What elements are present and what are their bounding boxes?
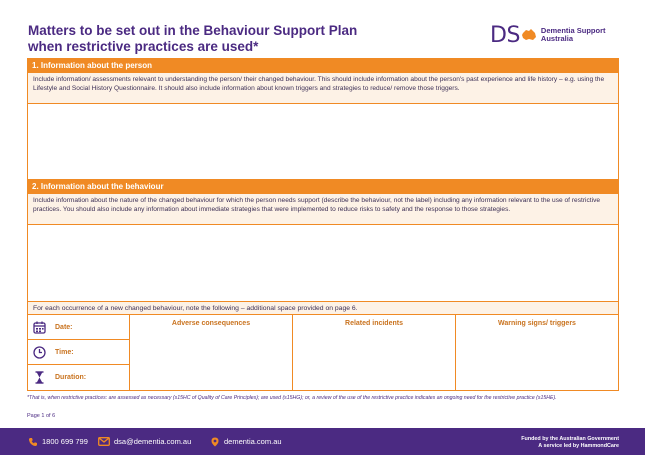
footnote: *That is, when restrictive practices: are assessed as necessary (s15HC of Quality of Care Principles); are used (s15HG); or, a review of the use of the restrictive practice indicates an ongoing need for the restrictive practice (s15HE). (27, 395, 557, 401)
duration-label: Duration: (55, 374, 87, 381)
section-2-heading: 2. Information about the behaviour (28, 180, 618, 194)
logo-initials: DS (490, 22, 520, 48)
section-1-heading: 1. Information about the person (28, 59, 618, 73)
adverse-consequences-header: Adverse consequences (171, 320, 251, 327)
page-number: Page 1 of 6 (27, 413, 56, 419)
logo-name: Dementia Support Australia (540, 25, 606, 43)
clock-icon (33, 346, 46, 359)
australia-map-icon (521, 28, 537, 42)
warning-signs-header: Warning signs/ triggers (498, 320, 576, 327)
phone-contact[interactable] (28, 428, 88, 455)
time-field[interactable] (28, 340, 130, 365)
section-1-answer-area[interactable] (28, 104, 618, 180)
phone-number: 1800 699 799 (42, 437, 88, 446)
service-by-text: A service led by HammondCare (538, 442, 619, 449)
section-2-answer-area[interactable] (28, 225, 618, 302)
email-address: dsa@dementia.com.au (114, 437, 192, 446)
website-contact[interactable] (210, 428, 282, 455)
email-contact[interactable] (98, 428, 191, 455)
page-title: Matters to be set out in the Behaviour Support Plan when restrictive practices are used* (28, 23, 358, 54)
related-incidents-column[interactable] (293, 315, 456, 390)
occurrence-note: For each occurrence of a new changed behaviour, note the following – additional space provided on page 6. (28, 302, 618, 315)
footer-bar (0, 428, 645, 455)
section-1-description: Include information/ assessments relevant to understanding the person/ their changed behaviour. This should include information about the person's past experience and life history – e.g. using the Lifestyle and Social History Questionnaire. It should also include information about known triggers and strategies to reduce/ remove those triggers. (28, 73, 618, 104)
duration-field[interactable] (28, 365, 130, 390)
hourglass-icon (33, 371, 46, 384)
date-label: Date: (55, 323, 73, 331)
funding-credit (521, 436, 619, 450)
warning-signs-column[interactable] (456, 315, 618, 390)
phone-icon (28, 437, 38, 447)
funded-by-text: Funded by the Australian Government (521, 436, 619, 442)
date-field[interactable] (28, 315, 130, 340)
calendar-icon (33, 321, 46, 334)
location-icon (210, 437, 220, 447)
related-incidents-header: Related incidents (345, 320, 403, 327)
adverse-consequences-column[interactable] (130, 315, 293, 390)
time-label: Time: (55, 348, 74, 356)
dsa-logo (490, 22, 621, 48)
behaviour-support-form (27, 58, 619, 391)
website-url: dementia.com.au (224, 437, 282, 446)
section-2-description: Include information about the nature of the changed behaviour for which the person needs support (describe the behaviour, not the label) including any information relevant to the use of restrictive practices. You should also include any information about immediate strategies that were implemented to reduce risks to safety and the response to those strategies. (28, 194, 618, 225)
email-icon (98, 437, 110, 446)
